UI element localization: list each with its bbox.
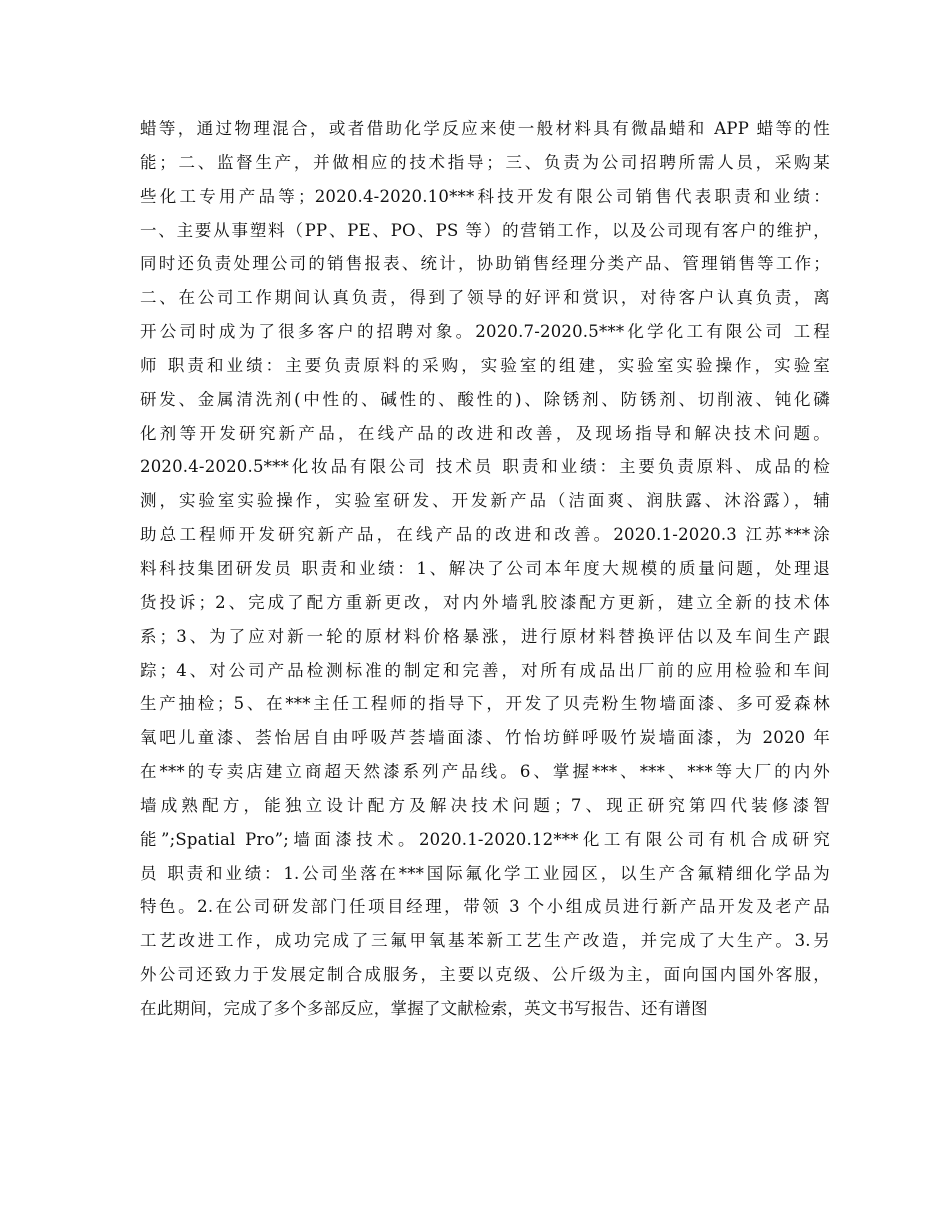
text-line: 氧吧儿童漆、荟怡居自由呼吸芦荟墙面漆、竹怡坊鲜呼吸竹炭墙面漆，为 2020 年 xyxy=(140,728,830,748)
text-line: 开公司时成为了很多客户的招聘对象。2020.7-2020.5***化学化工有限公司 工程 xyxy=(140,322,830,342)
text-line: 料科技集团研发员 职责和业绩：1、解决了公司本年度大规模的质量问题，处理退 xyxy=(140,558,830,578)
text-line: 同时还负责处理公司的销售报表、统计，协助销售经理分类产品、管理销售等工作； xyxy=(140,254,830,274)
text-line: 二、在公司工作期间认真负责，得到了领导的好评和赏识，对待客户认真负责，离 xyxy=(140,288,830,308)
text-line: 在***的专卖店建立商超天然漆系列产品线。6、掌握***、***、***等大厂的内外 xyxy=(140,762,830,782)
text-line: 生产抽检；5、在***主任工程师的指导下，开发了贝壳粉生物墙面漆、多可爱森林 xyxy=(140,694,830,714)
text-line: 墙成熟配方，能独立设计配方及解决技术问题；7、现正研究第四代装修漆智 xyxy=(140,795,830,815)
body-text xyxy=(140,112,830,1026)
text-line: 能”;Spatial Pro”;墙面漆技术。2020.1-2020.12***化工有限公司有机合成研究 xyxy=(140,829,830,849)
text-line: 特色。2.在公司研发部门任项目经理，带领 3 个小组成员进行新产品开发及老产品 xyxy=(140,897,830,917)
text-line: 员 职责和业绩：1.公司坐落在***国际氟化学工业园区，以生产含氟精细化学品为 xyxy=(140,863,830,883)
text-line: 测，实验室实验操作，实验室研发、开发新产品（洁面爽、润肤露、沐浴露），辅 xyxy=(140,491,830,511)
text-line: 能；二、监督生产，并做相应的技术指导；三、负责为公司招聘所需人员，采购某 xyxy=(140,152,830,172)
text-line: 化剂等开发研究新产品，在线产品的改进和改善，及现场指导和解决技术问题。 xyxy=(140,423,830,443)
text-line: 蜡等，通过物理混合，或者借助化学反应来使一般材料具有微晶蜡和 APP 蜡等的性 xyxy=(140,119,830,138)
text-line: 踪；4、对公司产品检测标准的制定和完善，对所有成品出厂前的应用检验和车间 xyxy=(140,660,830,680)
text-line: 货投诉；2、完成了配方重新更改，对内外墙乳胶漆配方更新，建立全新的技术体 xyxy=(140,592,830,612)
text-line: 师 职责和业绩：主要负责原料的采购，实验室的组建，实验室实验操作，实验室 xyxy=(140,355,830,375)
text-line: 助总工程师开发研究新产品，在线产品的改进和改善。2020.1-2020.3 江苏***涂 xyxy=(140,525,830,545)
text-line: 些化工专用产品等；2020.4-2020.10***科技开发有限公司销售代表职责和业绩： xyxy=(140,186,830,206)
text-line: 一、主要从事塑料（PP、PE、PO、PS 等）的营销工作，以及公司现有客户的维护， xyxy=(140,220,830,240)
text-line: 外公司还致力于发展定制合成服务，主要以克级、公斤级为主，面向国内国外客服， xyxy=(140,965,830,985)
text-line: 工艺改进工作，成功完成了三氟甲氧基苯新工艺生产改造，并完成了大生产。3.另 xyxy=(140,931,830,951)
text-line: 2020.4-2020.5***化妆品有限公司 技术员 职责和业绩：主要负责原料、成品的检 xyxy=(140,457,830,477)
text-line: 系；3、为了应对新一轮的原材料价格暴涨，进行原材料替换评估以及车间生产跟 xyxy=(140,626,830,646)
text-line: 研发、金属清洗剂(中性的、碱性的、酸性的)、除锈剂、防锈剂、切削液、钝化磷 xyxy=(140,389,830,409)
text-line: 在此期间，完成了多个多部反应，掌握了文献检索，英文书写报告、还有谱图 xyxy=(140,998,708,1018)
